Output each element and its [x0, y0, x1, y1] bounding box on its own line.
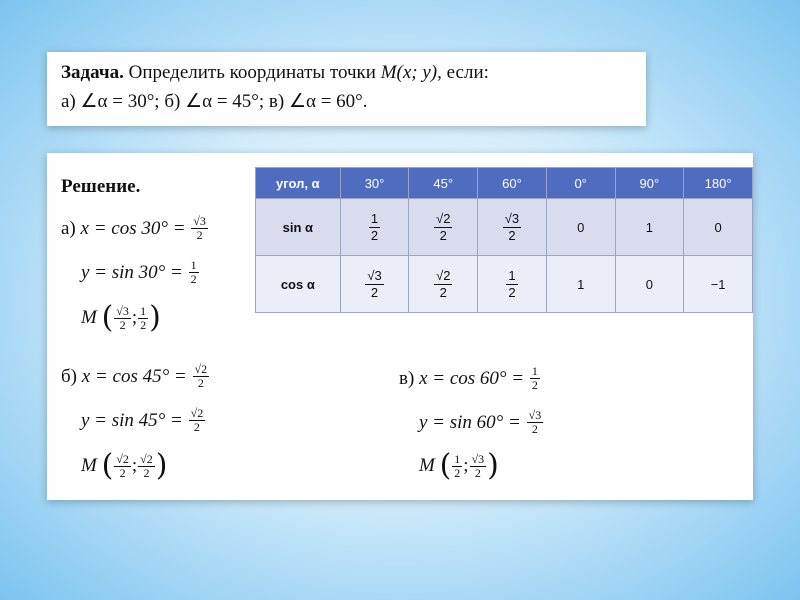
cos-cell: $\frac{√3}{2}$ [340, 256, 409, 313]
cos-cell: 1 [546, 256, 615, 313]
sin-cell: $\frac{√2}{2}$ [409, 199, 478, 256]
part-c-x-line [399, 365, 541, 392]
sin-cell: 1 [615, 199, 684, 256]
part-c-m-y-frac: $\frac{√3}{2}$ [471, 451, 485, 480]
sin-cell: 0 [684, 199, 753, 256]
solution-card [47, 153, 753, 500]
part-a-m-x-frac: $\frac{√3}{2}$ [116, 303, 129, 332]
part-b-y-frac: $\frac{√2}{2}$ [190, 406, 204, 434]
cos-row-label: cos α [256, 256, 341, 313]
part-b-m-x-frac: $\frac{√2}{2}$ [116, 451, 129, 480]
solution-title: Решение. [61, 176, 141, 197]
trig-values-table [255, 167, 753, 313]
part-c-m-x-frac: $\frac{1}{2}$ [454, 451, 461, 480]
task-line-2: а) ∠α = 30°; б) ∠α = 45°; в) ∠α = 60°. [61, 91, 368, 112]
task-tail: , если: [437, 62, 489, 83]
part-b-x-lhs: x = cos 45° = [81, 365, 187, 387]
cos-cell: $\frac{1}{2}$ [478, 256, 547, 313]
sin-cell: $\frac{1}{2}$ [340, 199, 409, 256]
part-b-y-lhs: y = sin 45° = [81, 409, 183, 431]
part-a-y-frac: $\frac{1}{2}$ [190, 258, 197, 286]
sin-row-label: sin α [256, 199, 341, 256]
part-a-m: M [81, 307, 97, 328]
part-a-y-lhs: y = sin 30° = [81, 261, 183, 283]
part-a-m-y-frac: $\frac{1}{2}$ [140, 303, 147, 332]
table-header-cell: 180° [684, 168, 753, 199]
part-a-x-frac: $\frac{√3}{2}$ [193, 214, 206, 242]
part-b-m-line: M ( $\frac{√2}{2}$ ; $\frac{√2}{2}$ ) [81, 448, 168, 483]
part-b-prefix: б) [61, 365, 77, 387]
cos-cell: $\frac{√2}{2}$ [409, 256, 478, 313]
part-c-y-frac: $\frac{√3}{2}$ [528, 408, 542, 436]
task-point: M(x; y) [380, 62, 438, 83]
table-header-cell: угол, α [256, 168, 341, 199]
part-a-y-line [81, 259, 200, 286]
cos-cell: −1 [684, 256, 753, 313]
task-label: Задача. [61, 62, 124, 83]
part-c-y-lhs: y = sin 60° = [419, 411, 521, 433]
task-card [47, 52, 646, 126]
table-header-cell: 60° [478, 168, 547, 199]
part-c-m: M [419, 455, 435, 476]
part-c-x-lhs: x = cos 60° = [419, 367, 525, 389]
part-b-m: M [81, 455, 97, 476]
task-text: Определить координаты точки [128, 62, 376, 83]
part-b-y-line [81, 407, 206, 434]
table-header-cell: 30° [340, 168, 409, 199]
part-c-x-frac: $\frac{1}{2}$ [531, 364, 538, 392]
table-header-cell: 0° [546, 168, 615, 199]
part-a-prefix: а) [61, 217, 76, 239]
task-line-1 [61, 62, 489, 84]
part-b-m-y-frac: $\frac{√2}{2}$ [140, 451, 153, 480]
table-header-row [256, 168, 753, 199]
part-c-y-line [419, 409, 544, 436]
table-row-cos [256, 256, 753, 313]
sin-cell: $\frac{√3}{2}$ [478, 199, 547, 256]
part-b-x-line [61, 363, 210, 390]
part-a-x-line [61, 215, 209, 242]
table-row-sin [256, 199, 753, 256]
part-c-prefix: в) [399, 367, 415, 389]
table-header-cell: 45° [409, 168, 478, 199]
table-header-cell: 90° [615, 168, 684, 199]
part-c-m-line: M ( $\frac{1}{2}$ ; $\frac{√3}{2}$ ) [419, 448, 499, 483]
part-b-x-frac: $\frac{√2}{2}$ [194, 362, 208, 390]
sin-cell: 0 [546, 199, 615, 256]
part-a-m-line: M ( $\frac{√3}{2}$ ; $\frac{1}{2}$ ) [81, 300, 161, 335]
part-a-x-lhs: x = cos 30° = [80, 217, 186, 239]
cos-cell: 0 [615, 256, 684, 313]
